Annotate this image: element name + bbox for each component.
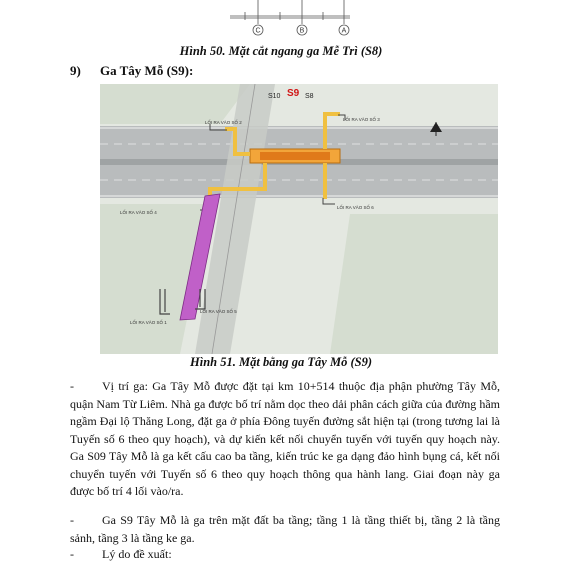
bullet-dash: -	[70, 547, 74, 561]
section-heading	[70, 63, 193, 79]
station-label-s8: S8	[305, 93, 314, 100]
section-number: 9)	[70, 63, 81, 78]
station-plan-figure	[100, 84, 498, 354]
exit-2-label: LỐI RA VÀO SỐ 2	[205, 120, 242, 125]
axis-marker-b: B	[299, 27, 305, 35]
bullet-dash: -	[70, 379, 74, 393]
paragraph-reason-text: Lý do đề xuất:	[102, 547, 172, 561]
paragraph-reason	[70, 546, 500, 564]
section-title: Ga Tây Mỗ (S9):	[100, 63, 194, 78]
exit-1-label: LỐI RA VÀO SỐ 1	[130, 320, 167, 325]
station-label-s10: S10	[268, 93, 281, 100]
exit-4-label-top: LỐI RA VÀO SỐ 4	[120, 210, 157, 215]
paragraph-location	[70, 378, 500, 501]
figure-51-caption: Hình 51. Mặt bằng ga Tây Mỗ (S9)	[190, 355, 372, 369]
paragraph-levels	[70, 512, 500, 547]
bullet-dash: -	[70, 513, 74, 527]
paragraph-levels-text: Ga S9 Tây Mỗ là ga trên mặt đất ba tầng; tầng 1 là tầng thiết bị, tầng 2 là tầng sảnh, tầng 3 là tầng ke ga.	[70, 513, 500, 545]
station-label-s9: S9	[287, 88, 300, 99]
exit-5-label: LỐI RA VÀO SỐ 5	[200, 309, 237, 314]
platform-inner	[260, 152, 330, 160]
paragraph-location-text: Vị trí ga: Ga Tây Mỗ được đặt tại km 10+514 thuộc địa phận phường Tây Mỗ, quận Nam Từ Liêm. Nhà ga được bố trí nằm dọc theo dải phân cách giữa của đường hầm ngầm Đại lộ Thăng Long, đặt ga ở phía Đông tuyến đường sắt hiện tại (trong tương lai là Tuyến số 6 theo quy hoạch), và dự kiến kết nối chuyển tuyến với tuyến quy hoạch này. Ga S09 Tây Mỗ là ga kết cấu cao ba tầng, kiến trúc ke ga dạng đảo hình bụng cá, kết nối chuyển tuyến với Tuyến số 6 theo quy hoạch thông qua hành lang. Giai đoạn này ga được bố trí 4 lối vào/ra.	[70, 379, 500, 498]
section-drawing-fragment	[0, 0, 562, 40]
exit-6-label: LỐI RA VÀO SỐ 6	[337, 205, 374, 210]
exit-3-label: LỐI RA VÀO SỐ 3	[343, 117, 380, 122]
figure-50-caption: Hình 50. Mặt cắt ngang ga Mễ Trì (S8)	[179, 44, 383, 58]
axis-marker-c: C	[255, 27, 261, 35]
axis-marker-a: A	[341, 27, 347, 35]
